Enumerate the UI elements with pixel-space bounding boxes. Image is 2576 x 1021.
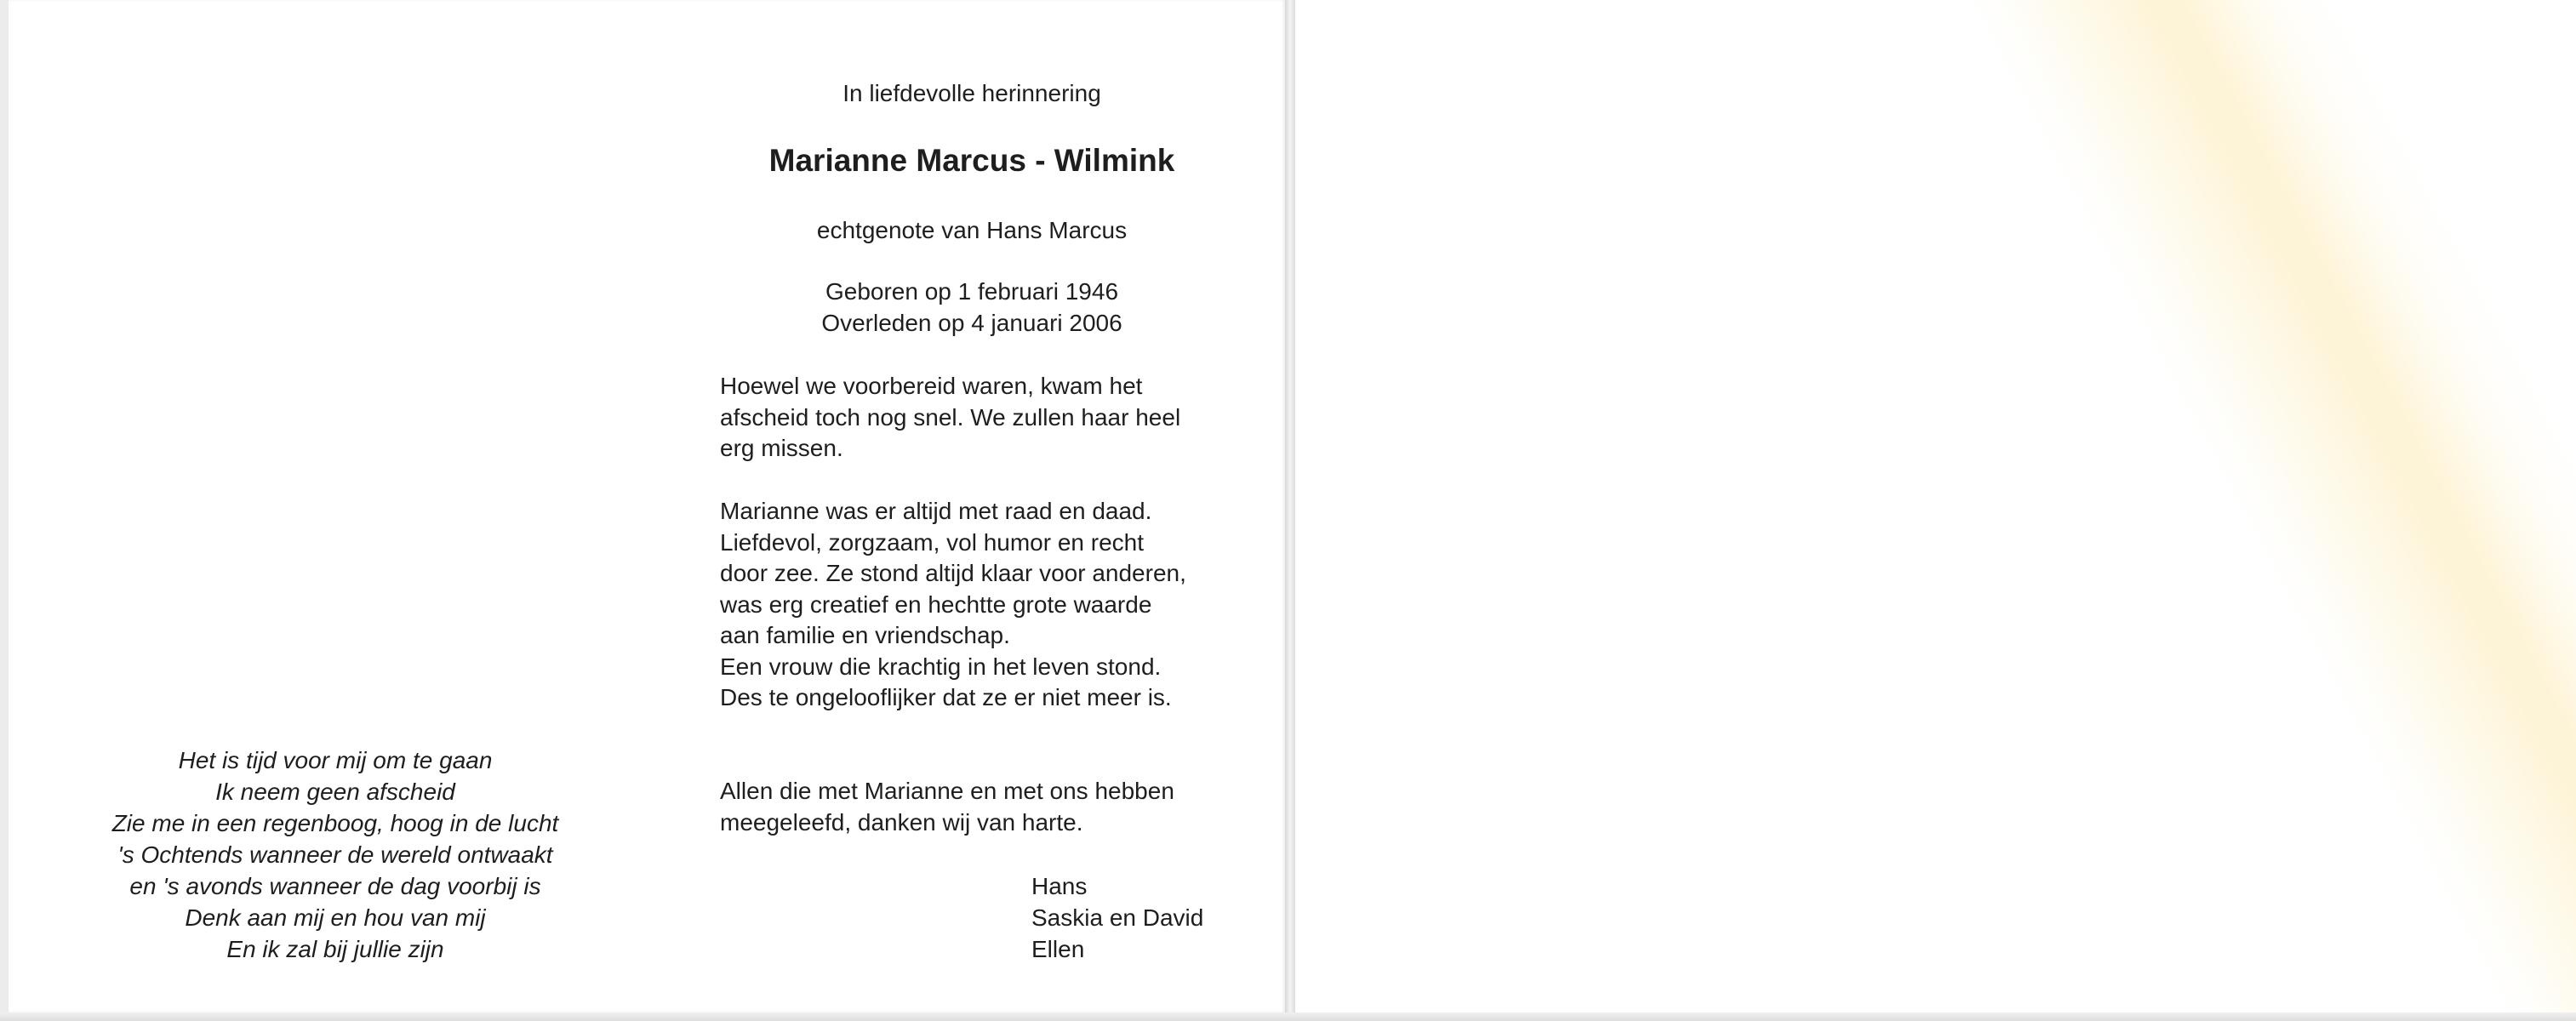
life-dates	[711, 276, 1232, 339]
family-signatures	[1031, 870, 1203, 965]
paragraph-line: Allen die met Marianne en met ons hebben	[720, 778, 1174, 804]
deceased-name: Marianne Marcus - Wilmink	[768, 143, 1175, 178]
poem-line: 's Ochtends wanneer de wereld ontwaakt	[117, 841, 553, 868]
signature-name: Ellen	[1031, 936, 1085, 962]
paragraph-line: afscheid toch nog snel. We zullen haar heel	[720, 403, 1181, 431]
paragraph-line: Des te ongelooflijker dat ze er niet meer is.	[720, 684, 1172, 710]
card-fold	[1285, 0, 1295, 1021]
paragraph-line: was erg creatief en hechtte grote waarde	[720, 590, 1152, 618]
memorial-poem	[63, 744, 608, 965]
scan-bottom-edge	[0, 1012, 2576, 1021]
paragraph-tribute	[720, 496, 1229, 714]
poem-line: Het is tijd voor mij om te gaan	[178, 747, 493, 773]
death-date: Overleden op 4 januari 2006	[821, 310, 1122, 336]
paragraph-line: door zee. Ze stond altijd klaar voor anderen,	[720, 560, 1186, 586]
spouse-line: echtgenote van Hans Marcus	[816, 217, 1128, 243]
paragraph-line: meegeleefd, danken wij van harte.	[720, 808, 1083, 836]
paragraph-line: Marianne was er altijd met raad en daad.	[720, 498, 1152, 524]
paragraph-line: erg missen.	[720, 435, 843, 461]
paragraph-line: Liefdevol, zorgzaam, vol humor en recht	[720, 528, 1145, 556]
paragraph-farewell	[720, 371, 1229, 465]
remembrance-heading: In liefdevolle herinnering	[842, 80, 1101, 106]
paragraph-line: aan familie en vriendschap.	[720, 622, 1010, 648]
birth-date: Geboren op 1 februari 1946	[825, 278, 1119, 305]
poem-line: Ik neem geen afscheid	[215, 779, 455, 805]
poem-line: Denk aan mij en hou van mij	[185, 904, 486, 931]
poem-line: en 's avonds wanneer de dag voorbij is	[129, 873, 541, 899]
card-blank-page	[1295, 0, 2576, 1014]
poem-line: Zie me in een regenboog, hoog in de lucht	[111, 810, 559, 836]
poem-line: En ik zal bij jullie zijn	[226, 936, 444, 962]
paragraph-line: Een vrouw die krachtig in het leven stond.	[720, 653, 1162, 680]
paragraph-thanks	[720, 776, 1229, 838]
signature-name: Hans	[1031, 873, 1088, 899]
signature-name: Saskia en David	[1031, 904, 1204, 931]
paper-discoloration	[1942, 0, 2576, 1014]
card-inner-page	[9, 0, 1285, 1012]
paragraph-line: Hoewel we voorbereid waren, kwam het	[720, 373, 1143, 399]
